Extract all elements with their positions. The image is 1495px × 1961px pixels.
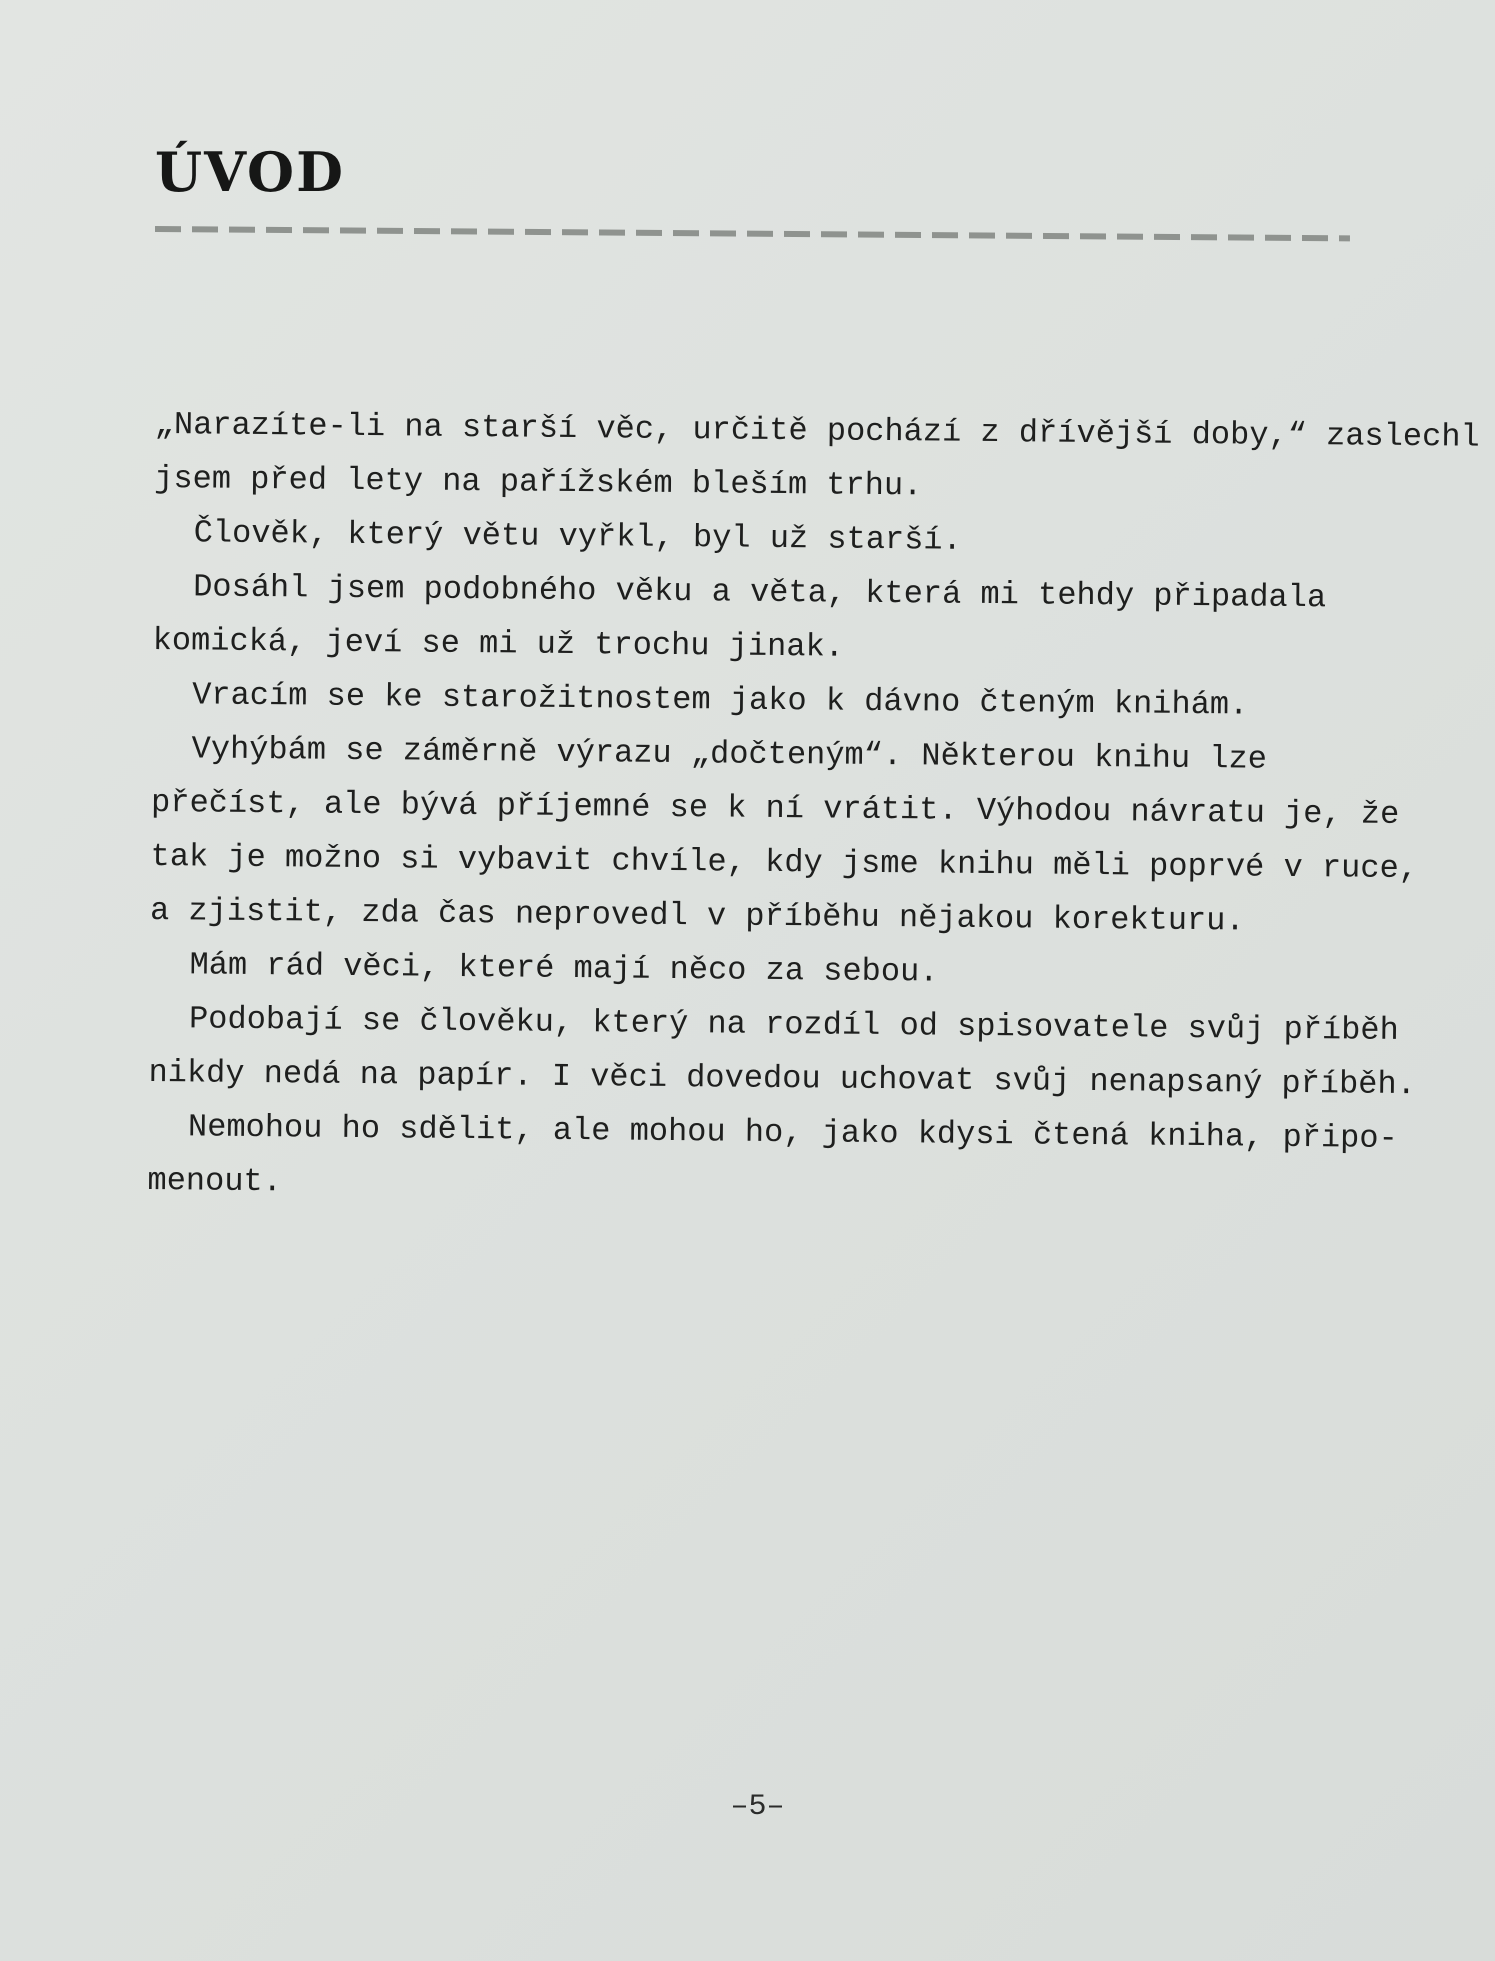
text-line: Podobají se člověku, který na rozdíl od spisovatele svůj příběh — [188, 1000, 1399, 1049]
text-line: přečíst, ale bývá příjemné se k ní vrátit. Výhodou návratu je, že — [150, 783, 1400, 833]
text-line: tak je možno si vybavit chvíle, kdy jsme knihu měli poprvé v ruce, — [150, 837, 1419, 888]
text-line: Vracím se ke starožitnostem jako k dávno čteným knihám. — [191, 676, 1249, 724]
text-line: Nemohou ho sdělit, ale mohou ho, jako kdysi čtená kniha, připo- — [187, 1108, 1398, 1157]
text-line: Mám rád věci, které mají něco za sebou. — [189, 946, 939, 991]
text-line: menout. — [147, 1161, 283, 1201]
dashed-divider — [155, 226, 1350, 241]
body-text — [147, 398, 1480, 1219]
text-line: a zjistit, zda čas neprovedl v příběhu nějakou korekturu. — [149, 891, 1245, 940]
text-line: Vyhýbám se záměrně výrazu „dočteným“. Některou knihu lze — [191, 730, 1268, 778]
chapter-heading: ÚVOD — [155, 140, 345, 204]
page-number-container — [0, 1790, 1495, 1824]
text-line: komická, jeví se mi už trochu jinak. — [152, 621, 845, 666]
page-number: –5– — [730, 1790, 785, 1824]
text-line: Člověk, který větu vyřkl, byl už starší. — [193, 514, 962, 559]
text-line: jsem před lety na pařížském bleším trhu. — [154, 459, 923, 505]
text-line: nikdy nedá na papír. I věci dovedou uchovat svůj nenapsaný příběh. — [148, 1053, 1417, 1104]
text-line: „Narazíte-li na starší věc, určitě pochází z dřívější doby,“ zaslechl — [154, 405, 1480, 456]
text-line: Dosáhl jsem podobného věku a věta, která mi tehdy připadala — [193, 568, 1327, 617]
